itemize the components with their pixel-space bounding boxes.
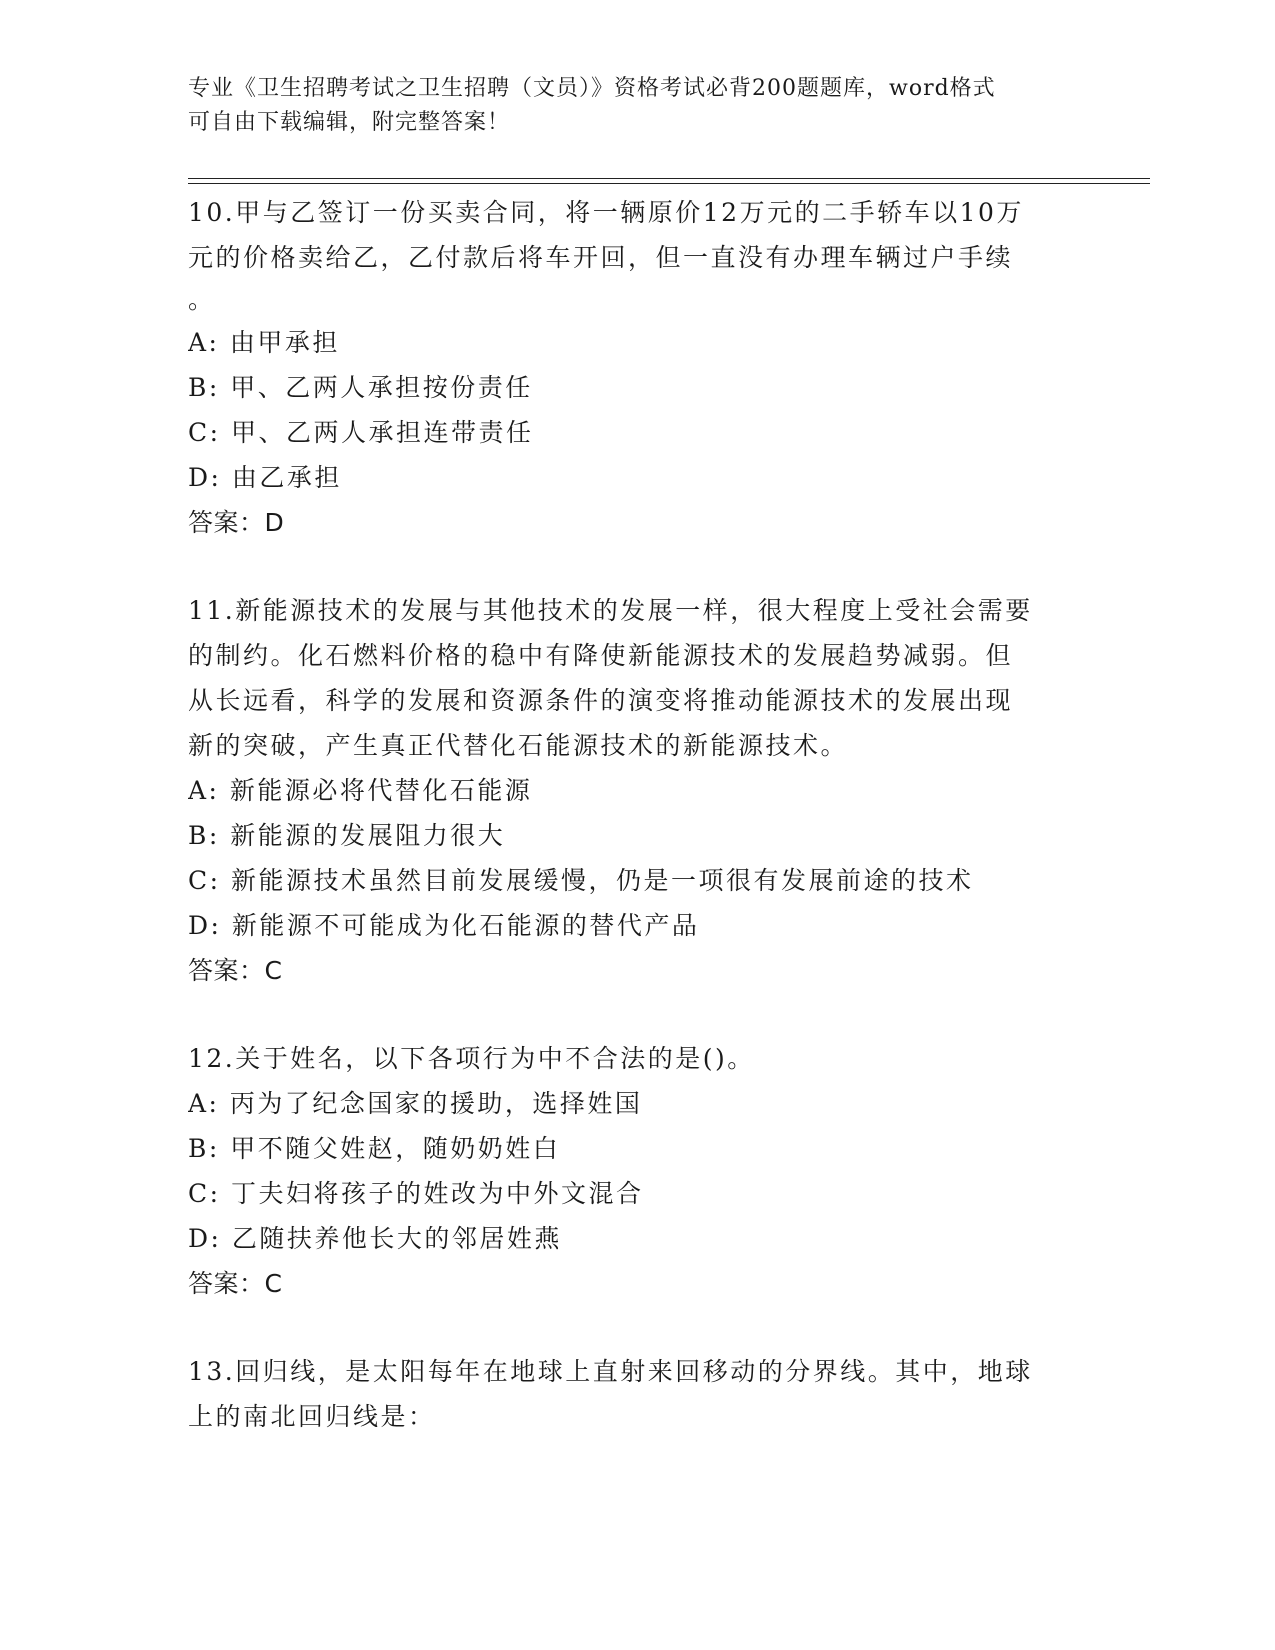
question-text-line: 12.关于姓名，以下各项行为中不合法的是()。: [188, 1044, 755, 1073]
header-divider: [188, 178, 1150, 184]
option-b: B: 甲、乙两人承担按份责任: [188, 373, 533, 402]
option-c: C: 甲、乙两人承担连带责任: [188, 418, 534, 447]
option-b: B: 甲不随父姓赵，随奶奶姓白: [188, 1134, 561, 1163]
question-text-line: 的制约。化石燃料价格的稳中有降使新能源技术的发展趋势减弱。但: [188, 641, 1014, 670]
header-line-1: 专业《卫生招聘考试之卫生招聘（文员）》资格考试必背200题题库，word格式: [188, 76, 996, 101]
option-d: D: 乙随扶养他长大的邻居姓燕: [188, 1224, 562, 1253]
question-text-line: 10.甲与乙签订一份买卖合同，将一辆原价12万元的二手轿车以10万: [188, 198, 1024, 227]
option-b: B: 新能源的发展阻力很大: [188, 821, 506, 850]
question-list: [188, 190, 1148, 1439]
question-text-line: 上的南北回归线是：: [188, 1402, 436, 1431]
question-text-line: 13.回归线，是太阳每年在地球上直射来回移动的分界线。其中，地球: [188, 1357, 1033, 1386]
header-line-2: 可自由下载编辑，附完整答案！: [188, 110, 511, 135]
question-13: [188, 1349, 1148, 1439]
question-12: [188, 1036, 1148, 1306]
question-text-line: 。: [188, 285, 216, 314]
question-text-line: 新的突破，产生真正代替化石能源技术的新能源技术。: [188, 731, 849, 760]
option-a: A: 新能源必将代替化石能源: [188, 776, 533, 805]
option-a: A: 丙为了纪念国家的援助，选择姓国: [188, 1089, 643, 1118]
document-header: [188, 72, 1068, 140]
option-c: C: 丁夫妇将孩子的姓改为中外文混合: [188, 1179, 644, 1208]
option-a: A: 由甲承担: [188, 328, 340, 357]
option-c: C: 新能源技术虽然目前发展缓慢，仍是一项很有发展前途的技术: [188, 866, 974, 895]
question-10: [188, 190, 1148, 545]
answer-label: 答案：C: [188, 1269, 283, 1298]
question-text-line: 元的价格卖给乙，乙付款后将车开回，但一直没有办理车辆过户手续: [188, 243, 1014, 272]
answer-label: 答案：D: [188, 508, 285, 537]
question-11: [188, 588, 1148, 993]
answer-label: 答案：C: [188, 956, 283, 985]
question-text-line: 11.新能源技术的发展与其他技术的发展一样，很大程度上受社会需要: [188, 596, 1033, 625]
question-text-line: 从长远看，科学的发展和资源条件的演变将推动能源技术的发展出现: [188, 686, 1014, 715]
option-d: D: 新能源不可能成为化石能源的替代产品: [188, 911, 700, 940]
option-d: D: 由乙承担: [188, 463, 342, 492]
